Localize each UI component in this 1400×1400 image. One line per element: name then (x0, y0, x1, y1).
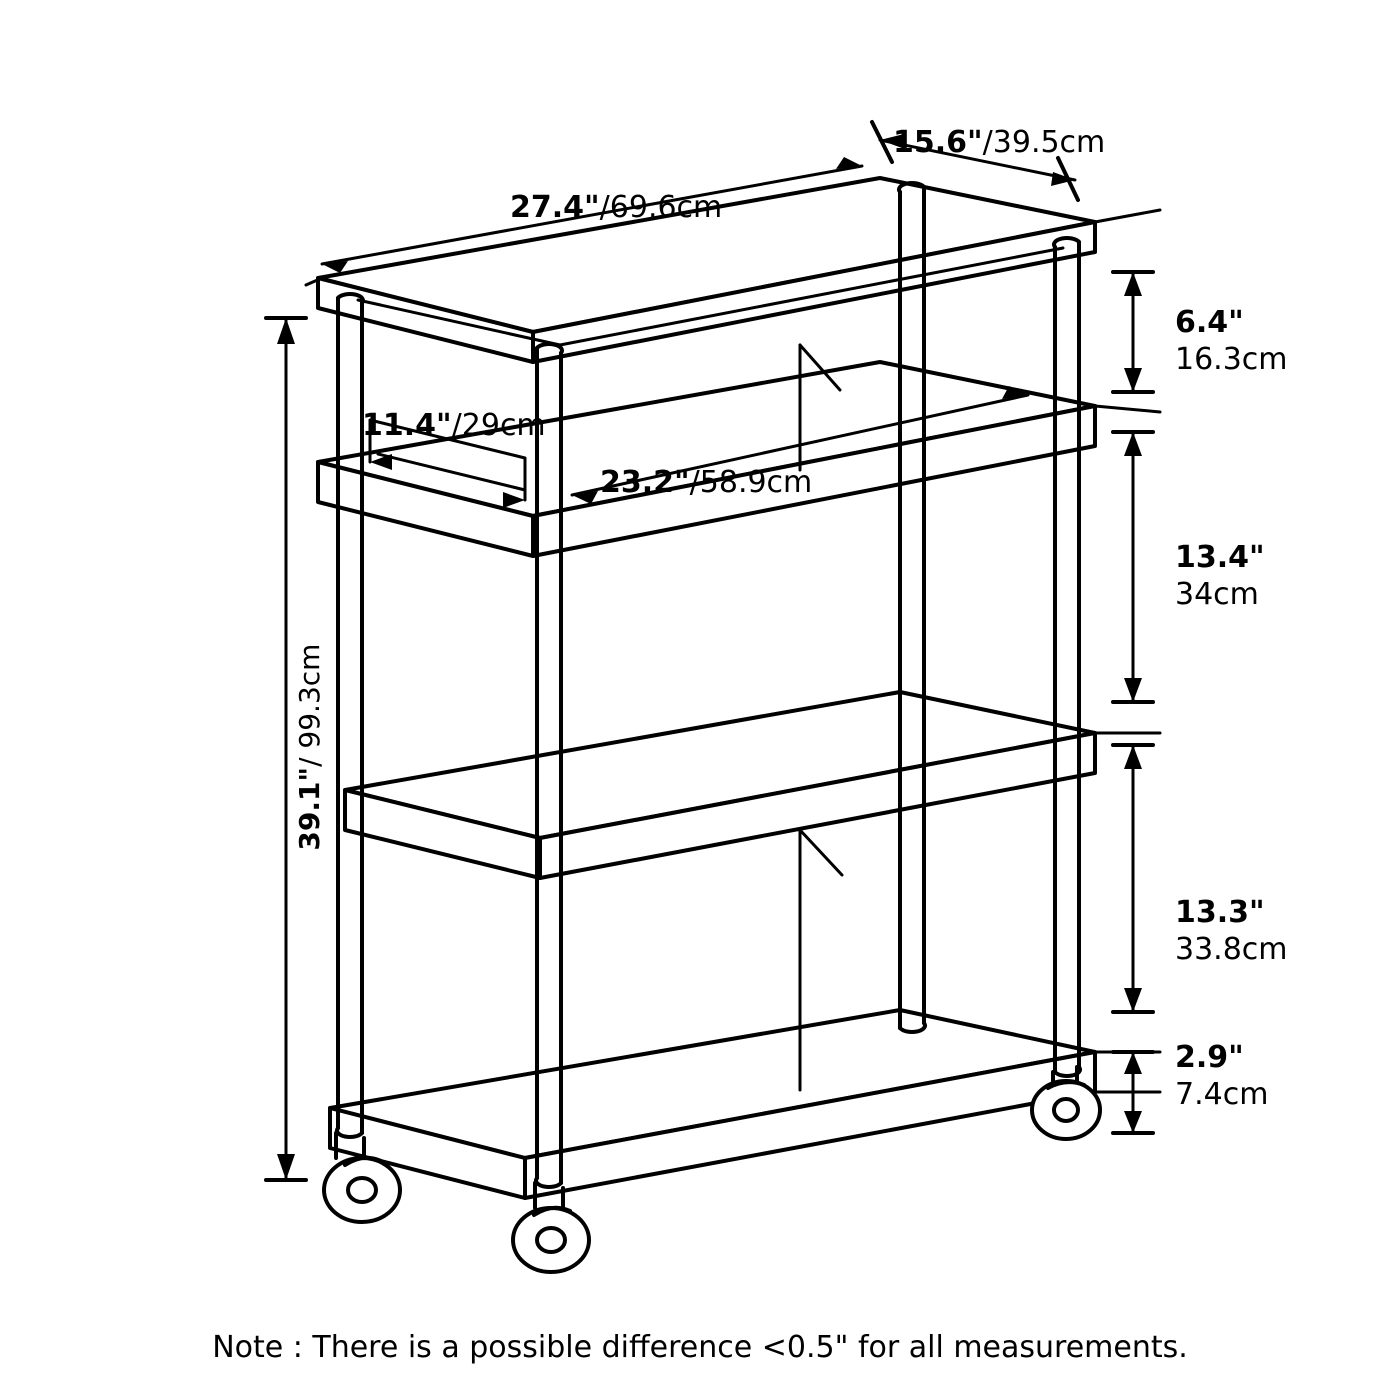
label-top-width: 27.4"/69.6cm (510, 190, 723, 225)
second-shelf-board (318, 362, 1095, 556)
label-caster-height: 2.9" 7.4cm (1175, 1040, 1269, 1112)
front-right-leg (899, 183, 925, 1032)
measurement-note: Note : There is a possible difference <0.5" for all measurements. (212, 1330, 1188, 1365)
label-tier2-height: 13.4" 34cm (1175, 540, 1265, 612)
label-inner-width: 23.2"/58.9cm (600, 465, 813, 500)
dim-line-tier3-height (1113, 745, 1153, 1012)
third-shelf-board (345, 692, 1095, 878)
dim-extension-lines (1095, 210, 1160, 1092)
dim-line-tier2-height (1113, 432, 1153, 702)
label-top-depth: 15.6"/39.5cm (893, 125, 1106, 160)
label-inner-depth: 11.4"/29cm (362, 408, 546, 443)
dim-line-tier1-height (1113, 272, 1153, 392)
back-right-leg (1054, 238, 1080, 1076)
label-tier3-height: 13.3" 33.8cm (1175, 895, 1288, 967)
front-left-leg (337, 294, 363, 1137)
label-tier1-height: 6.4" 16.3cm (1175, 305, 1288, 377)
bottom-shelf-board (330, 1010, 1095, 1198)
label-total-height: 39.1"/ 99.3cm (292, 643, 326, 851)
